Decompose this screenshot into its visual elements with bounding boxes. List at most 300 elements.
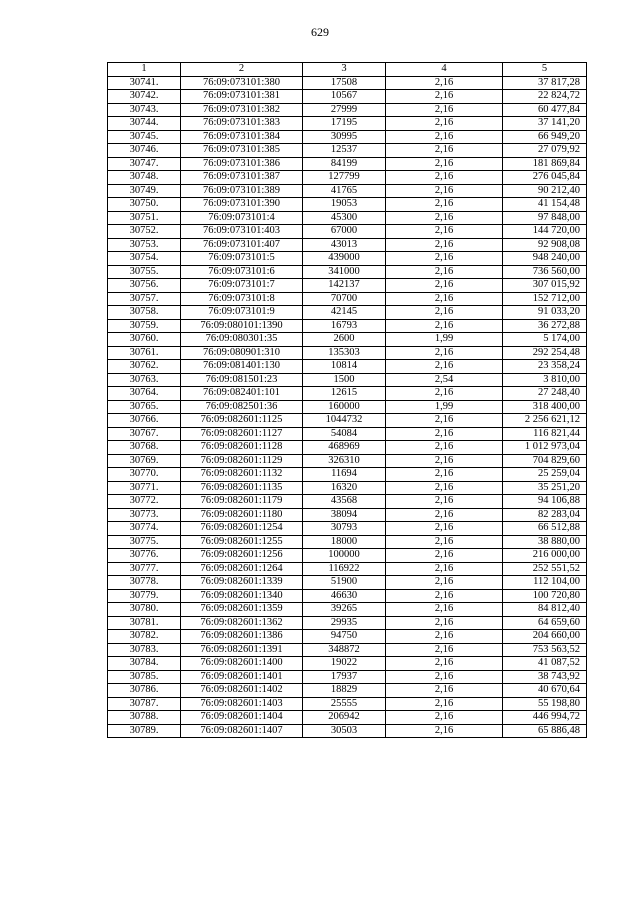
rate-cell: 2,16 — [386, 90, 503, 104]
cadastral-number-cell: 76:09:082601:1179 — [181, 495, 303, 509]
cadastral-number-cell: 76:09:073101:387 — [181, 171, 303, 185]
area-cell: 43013 — [303, 238, 386, 252]
amount-cell: 36 272,88 — [503, 319, 587, 333]
row-number-cell: 30774. — [108, 522, 181, 536]
row-number-cell: 30763. — [108, 373, 181, 387]
area-cell: 38094 — [303, 508, 386, 522]
rate-cell: 2,16 — [386, 346, 503, 360]
table-row — [108, 657, 587, 671]
area-cell: 30793 — [303, 522, 386, 536]
amount-cell: 41 154,48 — [503, 198, 587, 212]
area-cell: 135303 — [303, 346, 386, 360]
row-number-cell: 30747. — [108, 157, 181, 171]
rate-cell: 2,16 — [386, 171, 503, 185]
rate-cell: 2,16 — [386, 144, 503, 158]
amount-cell: 66 512,88 — [503, 522, 587, 536]
table-row — [108, 306, 587, 320]
amount-cell: 112 104,00 — [503, 576, 587, 590]
amount-cell: 2 256 621,12 — [503, 414, 587, 428]
cadastral-number-cell: 76:09:080901:310 — [181, 346, 303, 360]
row-number-cell: 30778. — [108, 576, 181, 590]
table-row — [108, 535, 587, 549]
cadastral-number-cell: 76:09:082601:1339 — [181, 576, 303, 590]
area-cell: 100000 — [303, 549, 386, 563]
amount-cell: 276 045,84 — [503, 171, 587, 185]
table-row — [108, 549, 587, 563]
rate-cell: 2,16 — [386, 319, 503, 333]
cadastral-number-cell: 76:09:082601:1128 — [181, 441, 303, 455]
table-row — [108, 360, 587, 374]
amount-cell: 38 743,92 — [503, 670, 587, 684]
rate-cell: 2,16 — [386, 117, 503, 131]
area-cell: 142137 — [303, 279, 386, 293]
rate-cell: 2,16 — [386, 643, 503, 657]
table-row — [108, 373, 587, 387]
cadastral-number-cell: 76:09:080101:1390 — [181, 319, 303, 333]
cadastral-number-cell: 76:09:073101:403 — [181, 225, 303, 239]
area-cell: 17195 — [303, 117, 386, 131]
area-cell: 43568 — [303, 495, 386, 509]
amount-cell: 704 829,60 — [503, 454, 587, 468]
rate-cell: 2,16 — [386, 468, 503, 482]
table-row — [108, 589, 587, 603]
rate-cell: 2,16 — [386, 657, 503, 671]
row-number-cell: 30785. — [108, 670, 181, 684]
row-number-cell: 30779. — [108, 589, 181, 603]
amount-cell: 753 563,52 — [503, 643, 587, 657]
rate-cell: 2,16 — [386, 508, 503, 522]
amount-cell: 66 949,20 — [503, 130, 587, 144]
row-number-cell: 30771. — [108, 481, 181, 495]
rate-cell: 2,54 — [386, 373, 503, 387]
area-cell: 439000 — [303, 252, 386, 266]
rate-cell: 2,16 — [386, 724, 503, 738]
amount-cell: 35 251,20 — [503, 481, 587, 495]
table-row — [108, 603, 587, 617]
amount-cell: 84 812,40 — [503, 603, 587, 617]
cadastral-number-cell: 76:09:082601:1127 — [181, 427, 303, 441]
row-number-cell: 30764. — [108, 387, 181, 401]
table-row — [108, 697, 587, 711]
cadastral-number-cell: 76:09:073101:386 — [181, 157, 303, 171]
amount-cell: 41 087,52 — [503, 657, 587, 671]
table-body — [108, 76, 587, 738]
rate-cell: 2,16 — [386, 522, 503, 536]
row-number-cell: 30789. — [108, 724, 181, 738]
cadastral-number-cell: 76:09:082601:1362 — [181, 616, 303, 630]
amount-cell: 55 198,80 — [503, 697, 587, 711]
rate-cell: 2,16 — [386, 549, 503, 563]
area-cell: 29935 — [303, 616, 386, 630]
row-number-cell: 30768. — [108, 441, 181, 455]
rate-cell: 2,16 — [386, 76, 503, 90]
rate-cell: 2,16 — [386, 238, 503, 252]
table-row — [108, 319, 587, 333]
cadastral-number-cell: 76:09:082601:1403 — [181, 697, 303, 711]
rate-cell: 2,16 — [386, 211, 503, 225]
cadastral-number-cell: 76:09:082601:1125 — [181, 414, 303, 428]
cadastral-number-cell: 76:09:073101:9 — [181, 306, 303, 320]
area-cell: 326310 — [303, 454, 386, 468]
table-row — [108, 508, 587, 522]
row-number-cell: 30780. — [108, 603, 181, 617]
table-row — [108, 144, 587, 158]
amount-cell: 92 908,08 — [503, 238, 587, 252]
rate-cell: 2,16 — [386, 157, 503, 171]
area-cell: 30995 — [303, 130, 386, 144]
row-number-cell: 30748. — [108, 171, 181, 185]
amount-cell: 65 886,48 — [503, 724, 587, 738]
table-header-row — [108, 63, 587, 77]
amount-cell: 318 400,00 — [503, 400, 587, 414]
cadastral-number-cell: 76:09:082601:1180 — [181, 508, 303, 522]
column-header: 2 — [181, 63, 303, 77]
amount-cell: 27 248,40 — [503, 387, 587, 401]
table-row — [108, 225, 587, 239]
table-row — [108, 265, 587, 279]
row-number-cell: 30760. — [108, 333, 181, 347]
amount-cell: 25 259,04 — [503, 468, 587, 482]
area-cell: 51900 — [303, 576, 386, 590]
row-number-cell: 30786. — [108, 684, 181, 698]
table-row — [108, 670, 587, 684]
amount-cell: 27 079,92 — [503, 144, 587, 158]
rate-cell: 2,16 — [386, 360, 503, 374]
table-row — [108, 562, 587, 576]
amount-cell: 91 033,20 — [503, 306, 587, 320]
table-row — [108, 130, 587, 144]
table-row — [108, 616, 587, 630]
table-row — [108, 292, 587, 306]
rate-cell: 2,16 — [386, 103, 503, 117]
cadastral-number-cell: 76:09:073101:382 — [181, 103, 303, 117]
row-number-cell: 30759. — [108, 319, 181, 333]
row-number-cell: 30750. — [108, 198, 181, 212]
row-number-cell: 30758. — [108, 306, 181, 320]
row-number-cell: 30743. — [108, 103, 181, 117]
row-number-cell: 30766. — [108, 414, 181, 428]
area-cell: 42145 — [303, 306, 386, 320]
amount-cell: 82 283,04 — [503, 508, 587, 522]
amount-cell: 216 000,00 — [503, 549, 587, 563]
column-header: 3 — [303, 63, 386, 77]
table-row — [108, 90, 587, 104]
area-cell: 41765 — [303, 184, 386, 198]
area-cell: 127799 — [303, 171, 386, 185]
area-cell: 16320 — [303, 481, 386, 495]
row-number-cell: 30772. — [108, 495, 181, 509]
amount-cell: 23 358,24 — [503, 360, 587, 374]
row-number-cell: 30781. — [108, 616, 181, 630]
row-number-cell: 30783. — [108, 643, 181, 657]
amount-cell: 60 477,84 — [503, 103, 587, 117]
area-cell: 18829 — [303, 684, 386, 698]
rate-cell: 2,16 — [386, 697, 503, 711]
amount-cell: 97 848,00 — [503, 211, 587, 225]
amount-cell: 38 880,00 — [503, 535, 587, 549]
amount-cell: 1 012 973,04 — [503, 441, 587, 455]
row-number-cell: 30761. — [108, 346, 181, 360]
cadastral-number-cell: 76:09:082601:1132 — [181, 468, 303, 482]
cadastral-number-cell: 76:09:080301:35 — [181, 333, 303, 347]
column-header: 5 — [503, 63, 587, 77]
area-cell: 11694 — [303, 468, 386, 482]
rate-cell: 2,16 — [386, 184, 503, 198]
cadastral-number-cell: 76:09:082601:1404 — [181, 711, 303, 725]
rate-cell: 2,16 — [386, 252, 503, 266]
area-cell: 17937 — [303, 670, 386, 684]
area-cell: 1500 — [303, 373, 386, 387]
area-cell: 12537 — [303, 144, 386, 158]
cadastral-number-cell: 76:09:082501:36 — [181, 400, 303, 414]
rate-cell: 2,16 — [386, 630, 503, 644]
row-number-cell: 30762. — [108, 360, 181, 374]
table-row — [108, 427, 587, 441]
table-row — [108, 211, 587, 225]
cadastral-number-cell: 76:09:082601:1264 — [181, 562, 303, 576]
cadastral-number-cell: 76:09:073101:380 — [181, 76, 303, 90]
row-number-cell: 30749. — [108, 184, 181, 198]
row-number-cell: 30751. — [108, 211, 181, 225]
cadastral-number-cell: 76:09:073101:390 — [181, 198, 303, 212]
rate-cell: 2,16 — [386, 589, 503, 603]
row-number-cell: 30755. — [108, 265, 181, 279]
cadastral-number-cell: 76:09:082601:1255 — [181, 535, 303, 549]
amount-cell: 22 824,72 — [503, 90, 587, 104]
rate-cell: 2,16 — [386, 387, 503, 401]
amount-cell: 90 212,40 — [503, 184, 587, 198]
row-number-cell: 30784. — [108, 657, 181, 671]
table-row — [108, 481, 587, 495]
cadastral-number-cell: 76:09:082401:101 — [181, 387, 303, 401]
table-row — [108, 198, 587, 212]
area-cell: 341000 — [303, 265, 386, 279]
table-row — [108, 724, 587, 738]
cadastral-number-cell: 76:09:073101:7 — [181, 279, 303, 293]
cadastral-number-cell: 76:09:073101:389 — [181, 184, 303, 198]
row-number-cell: 30782. — [108, 630, 181, 644]
amount-cell: 37 141,20 — [503, 117, 587, 131]
cadastral-number-cell: 76:09:073101:5 — [181, 252, 303, 266]
rate-cell: 2,16 — [386, 414, 503, 428]
row-number-cell: 30756. — [108, 279, 181, 293]
amount-cell: 3 810,00 — [503, 373, 587, 387]
area-cell: 16793 — [303, 319, 386, 333]
table-row — [108, 684, 587, 698]
amount-cell: 204 660,00 — [503, 630, 587, 644]
row-number-cell: 30765. — [108, 400, 181, 414]
cadastral-number-cell: 76:09:082601:1340 — [181, 589, 303, 603]
table-row — [108, 157, 587, 171]
table-row — [108, 414, 587, 428]
area-cell: 2600 — [303, 333, 386, 347]
table-row — [108, 171, 587, 185]
table-row — [108, 630, 587, 644]
rate-cell: 2,16 — [386, 576, 503, 590]
amount-cell: 307 015,92 — [503, 279, 587, 293]
area-cell: 27999 — [303, 103, 386, 117]
rate-cell: 2,16 — [386, 562, 503, 576]
cadastral-number-cell: 76:09:073101:383 — [181, 117, 303, 131]
cadastral-number-cell: 76:09:082601:1386 — [181, 630, 303, 644]
cadastral-number-cell: 76:09:082601:1135 — [181, 481, 303, 495]
row-number-cell: 30788. — [108, 711, 181, 725]
area-cell: 67000 — [303, 225, 386, 239]
amount-cell: 100 720,80 — [503, 589, 587, 603]
area-cell: 54084 — [303, 427, 386, 441]
rate-cell: 2,16 — [386, 198, 503, 212]
page-number: 629 — [311, 25, 329, 39]
table-row — [108, 184, 587, 198]
rate-cell: 2,16 — [386, 265, 503, 279]
amount-cell: 181 869,84 — [503, 157, 587, 171]
area-cell: 10567 — [303, 90, 386, 104]
table-row — [108, 346, 587, 360]
cadastral-number-cell: 76:09:082601:1256 — [181, 549, 303, 563]
table-row — [108, 279, 587, 293]
amount-cell: 252 551,52 — [503, 562, 587, 576]
row-number-cell: 30775. — [108, 535, 181, 549]
column-header: 1 — [108, 63, 181, 77]
table-row — [108, 522, 587, 536]
area-cell: 348872 — [303, 643, 386, 657]
cadastral-number-cell: 76:09:082601:1401 — [181, 670, 303, 684]
area-cell: 18000 — [303, 535, 386, 549]
area-cell: 160000 — [303, 400, 386, 414]
rate-cell: 2,16 — [386, 481, 503, 495]
amount-cell: 116 821,44 — [503, 427, 587, 441]
cadastral-number-cell: 76:09:073101:385 — [181, 144, 303, 158]
cadastral-number-cell: 76:09:073101:381 — [181, 90, 303, 104]
row-number-cell: 30769. — [108, 454, 181, 468]
cadastral-number-cell: 76:09:082601:1254 — [181, 522, 303, 536]
cadastral-number-cell: 76:09:073101:407 — [181, 238, 303, 252]
row-number-cell: 30745. — [108, 130, 181, 144]
area-cell: 39265 — [303, 603, 386, 617]
table-row — [108, 711, 587, 725]
table-row — [108, 468, 587, 482]
amount-cell: 64 659,60 — [503, 616, 587, 630]
cadastral-number-cell: 76:09:073101:6 — [181, 265, 303, 279]
table-row — [108, 576, 587, 590]
area-cell: 206942 — [303, 711, 386, 725]
table-row — [108, 495, 587, 509]
area-cell: 12615 — [303, 387, 386, 401]
area-cell: 94750 — [303, 630, 386, 644]
row-number-cell: 30754. — [108, 252, 181, 266]
rate-cell: 2,16 — [386, 603, 503, 617]
amount-cell: 40 670,64 — [503, 684, 587, 698]
row-number-cell: 30744. — [108, 117, 181, 131]
row-number-cell: 30757. — [108, 292, 181, 306]
area-cell: 25555 — [303, 697, 386, 711]
rate-cell: 2,16 — [386, 130, 503, 144]
area-cell: 70700 — [303, 292, 386, 306]
area-cell: 46630 — [303, 589, 386, 603]
area-cell: 19022 — [303, 657, 386, 671]
area-cell: 17508 — [303, 76, 386, 90]
cadastral-number-cell: 76:09:082601:1400 — [181, 657, 303, 671]
table-row — [108, 252, 587, 266]
rate-cell: 2,16 — [386, 535, 503, 549]
amount-cell: 736 560,00 — [503, 265, 587, 279]
table-row — [108, 400, 587, 414]
rate-cell: 2,16 — [386, 495, 503, 509]
area-cell: 30503 — [303, 724, 386, 738]
column-header: 4 — [386, 63, 503, 77]
row-number-cell: 30746. — [108, 144, 181, 158]
area-cell: 468969 — [303, 441, 386, 455]
rate-cell: 2,16 — [386, 427, 503, 441]
area-cell: 45300 — [303, 211, 386, 225]
table-row — [108, 643, 587, 657]
row-number-cell: 30741. — [108, 76, 181, 90]
rate-cell: 1,99 — [386, 333, 503, 347]
row-number-cell: 30776. — [108, 549, 181, 563]
area-cell: 116922 — [303, 562, 386, 576]
cadastral-number-cell: 76:09:082601:1402 — [181, 684, 303, 698]
rate-cell: 2,16 — [386, 292, 503, 306]
row-number-cell: 30752. — [108, 225, 181, 239]
amount-cell: 5 174,00 — [503, 333, 587, 347]
cadastral-number-cell: 76:09:073101:384 — [181, 130, 303, 144]
amount-cell: 94 106,88 — [503, 495, 587, 509]
table-row — [108, 117, 587, 131]
amount-cell: 152 712,00 — [503, 292, 587, 306]
row-number-cell: 30777. — [108, 562, 181, 576]
table-row — [108, 76, 587, 90]
row-number-cell: 30787. — [108, 697, 181, 711]
cadastral-number-cell: 76:09:082601:1391 — [181, 643, 303, 657]
table-row — [108, 103, 587, 117]
row-number-cell: 30742. — [108, 90, 181, 104]
area-cell: 84199 — [303, 157, 386, 171]
row-number-cell: 30770. — [108, 468, 181, 482]
rate-cell: 2,16 — [386, 616, 503, 630]
cadastral-number-cell: 76:09:081401:130 — [181, 360, 303, 374]
rate-cell: 2,16 — [386, 279, 503, 293]
area-cell: 10814 — [303, 360, 386, 374]
area-cell: 1044732 — [303, 414, 386, 428]
row-number-cell: 30767. — [108, 427, 181, 441]
rate-cell: 2,16 — [386, 711, 503, 725]
row-number-cell: 30753. — [108, 238, 181, 252]
amount-cell: 446 994,72 — [503, 711, 587, 725]
cadastral-number-cell: 76:09:082601:1129 — [181, 454, 303, 468]
rate-cell: 2,16 — [386, 306, 503, 320]
area-cell: 19053 — [303, 198, 386, 212]
table-row — [108, 441, 587, 455]
rate-cell: 2,16 — [386, 225, 503, 239]
cadastral-number-cell: 76:09:082601:1359 — [181, 603, 303, 617]
amount-cell: 144 720,00 — [503, 225, 587, 239]
table-row — [108, 238, 587, 252]
cadastral-number-cell: 76:09:073101:4 — [181, 211, 303, 225]
row-number-cell: 30773. — [108, 508, 181, 522]
cadastral-number-cell: 76:09:082601:1407 — [181, 724, 303, 738]
rate-cell: 1,99 — [386, 400, 503, 414]
amount-cell: 948 240,00 — [503, 252, 587, 266]
data-table — [107, 62, 587, 738]
rate-cell: 2,16 — [386, 454, 503, 468]
rate-cell: 2,16 — [386, 670, 503, 684]
rate-cell: 2,16 — [386, 441, 503, 455]
amount-cell: 37 817,28 — [503, 76, 587, 90]
cadastral-number-cell: 76:09:081501:23 — [181, 373, 303, 387]
rate-cell: 2,16 — [386, 684, 503, 698]
table-row — [108, 333, 587, 347]
table-row — [108, 454, 587, 468]
